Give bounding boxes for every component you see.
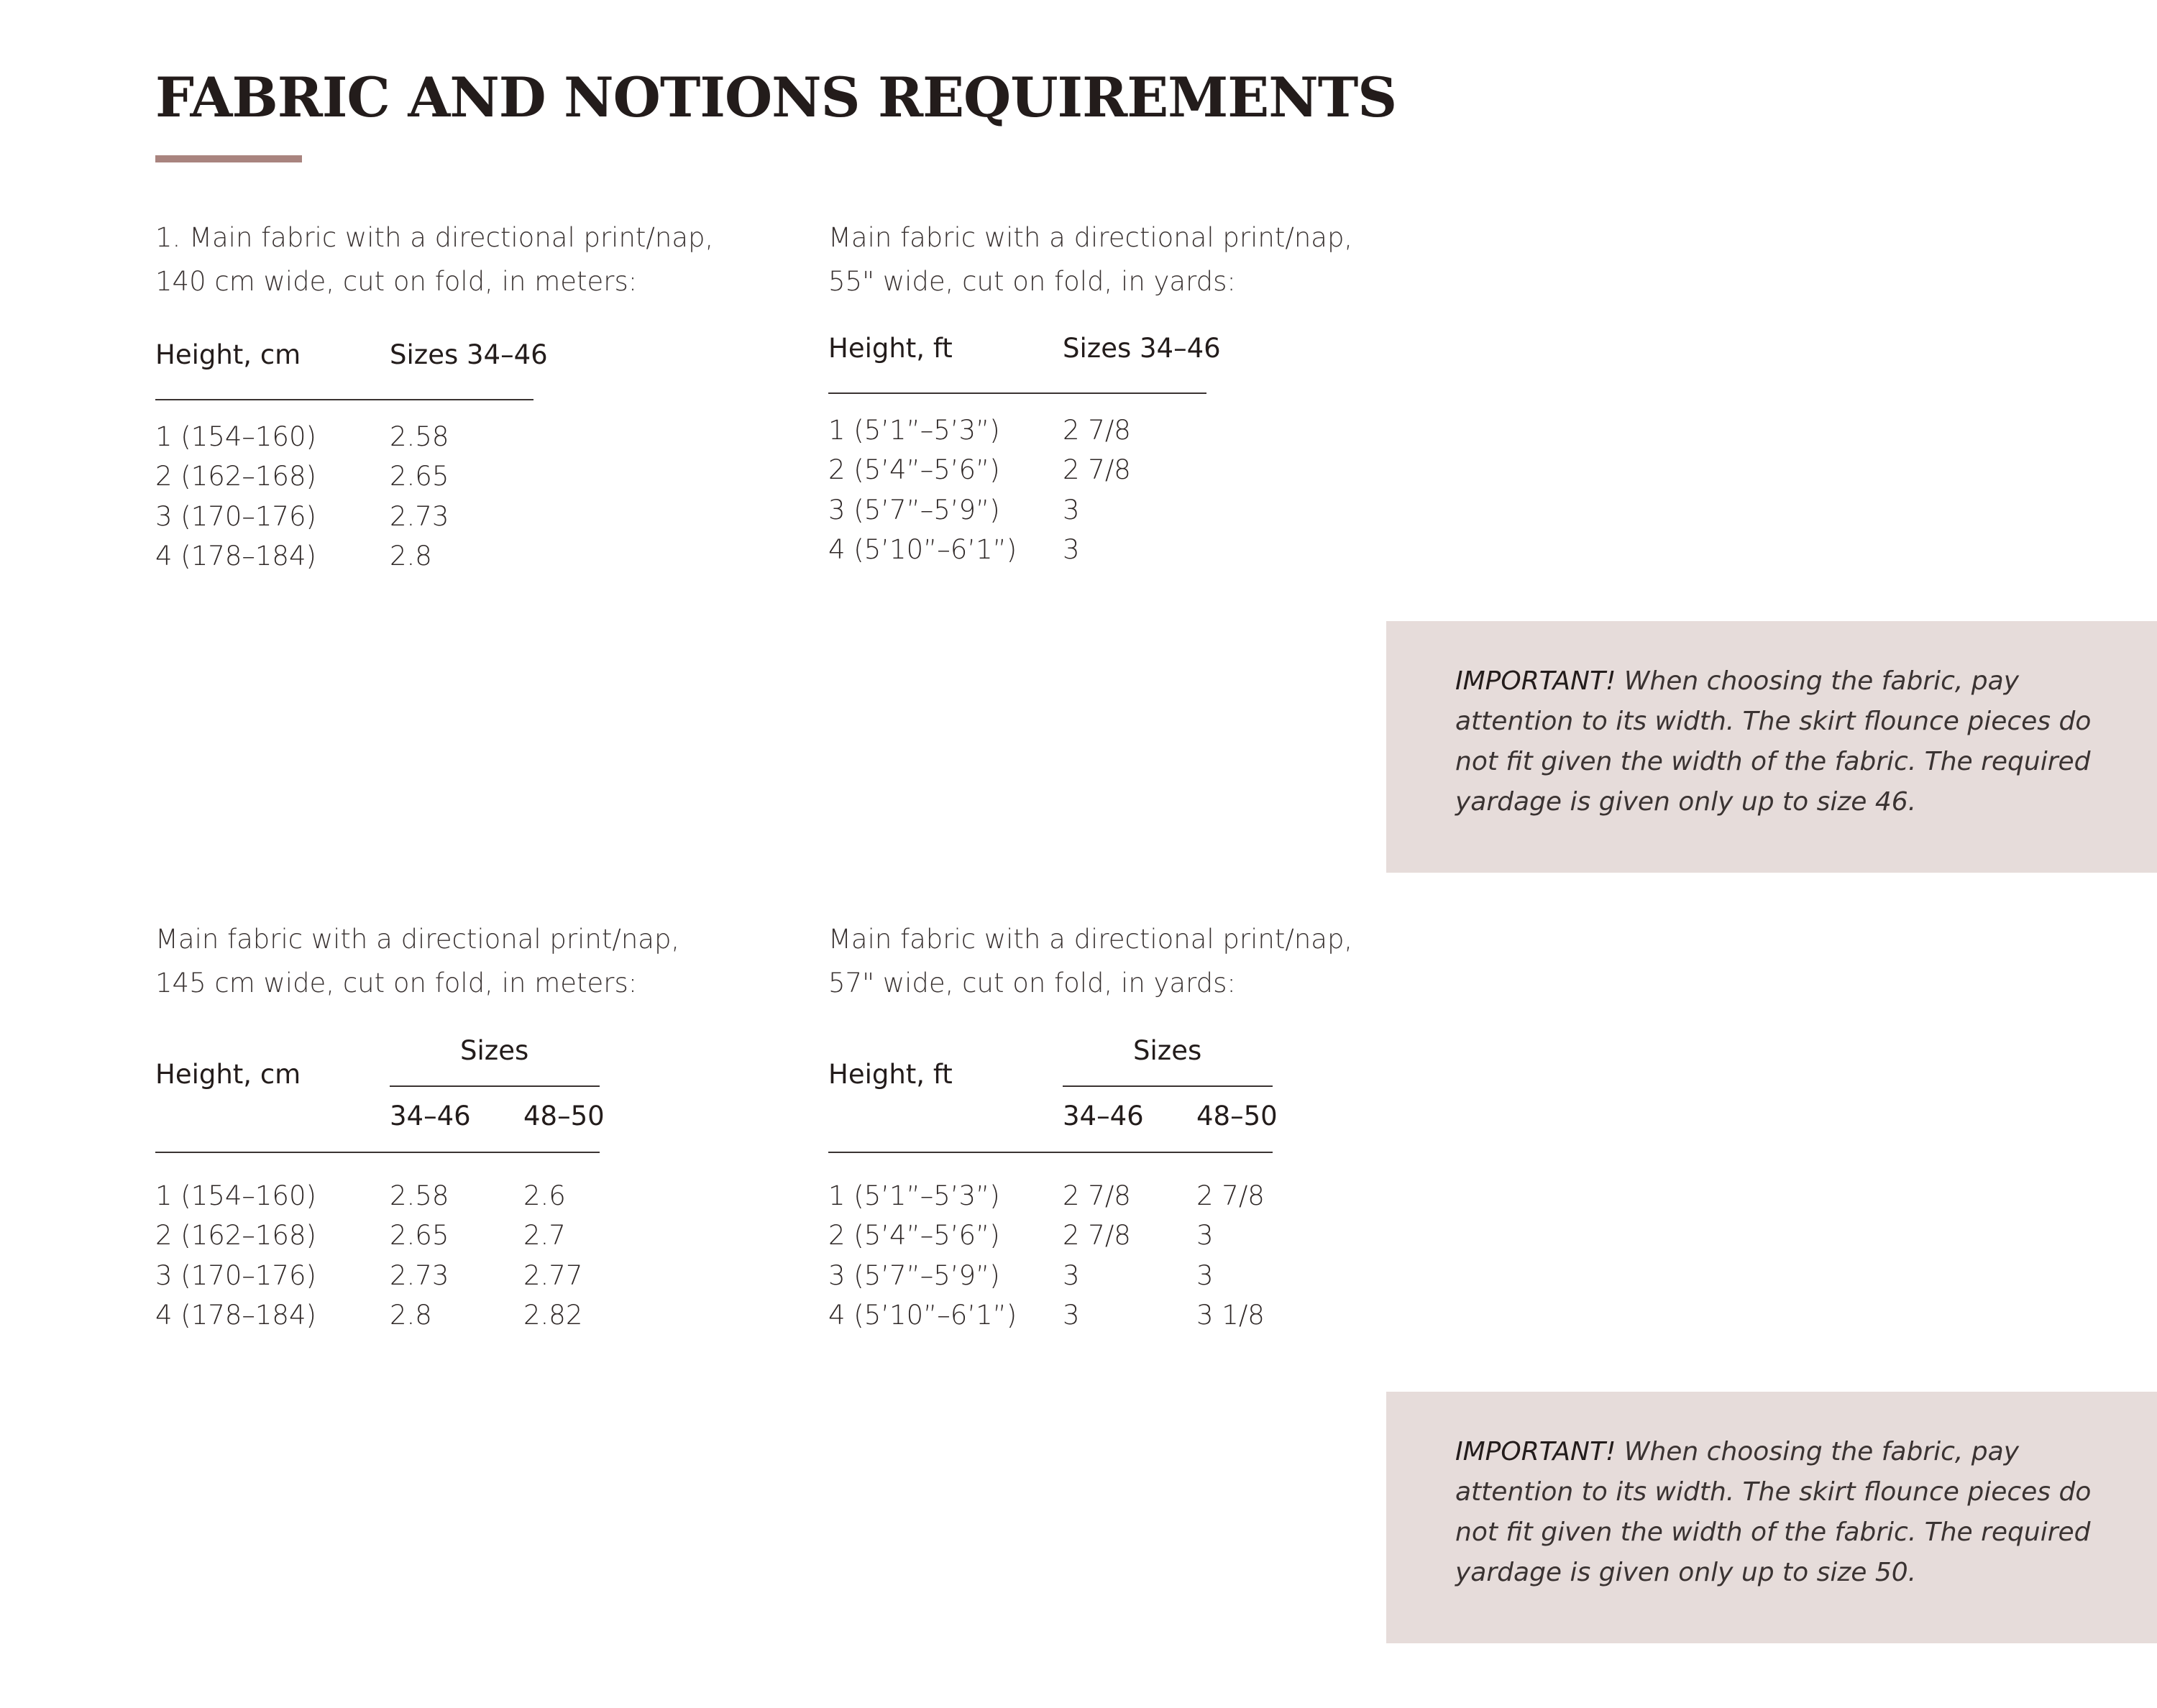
sizes-group-rule (1063, 1085, 1273, 1087)
value-cell: 2.82 (523, 1300, 583, 1331)
height-cell: 3 (170–176) (155, 501, 316, 532)
page-title: FABRIC AND NOTIONS REQUIREMENTS (155, 65, 1397, 129)
value-cell: 2.6 (523, 1180, 566, 1211)
value-cell: 3 1/8 (1196, 1300, 1265, 1331)
table-145cm-meters (155, 917, 702, 1349)
height-column-header: Height, ft (828, 333, 953, 364)
sizes-group-rule (390, 1085, 600, 1087)
intro-line-2: 57" wide, cut on fold, in yards: (828, 968, 1236, 998)
height-cell: 1 (154–160) (155, 421, 316, 452)
size-column-header: 34–46 (390, 1101, 471, 1131)
height-column-header: Height, cm (155, 339, 301, 370)
height-cell: 3 (5’7”–5’9”) (828, 495, 1000, 525)
value-cell: 2.8 (390, 1300, 432, 1331)
size-column-header: 48–50 (523, 1101, 605, 1131)
height-cell: 1 (154–160) (155, 1180, 316, 1211)
table-intro (828, 216, 1375, 303)
sizes-column-header: Sizes 34–46 (390, 339, 548, 370)
value-cell: 3 (1063, 534, 1080, 565)
value-cell: 2 7/8 (1063, 415, 1131, 446)
intro-line-1: Main fabric with a directional print/nap, (155, 924, 680, 955)
note-label: IMPORTANT! (1455, 1437, 1616, 1466)
value-cell: 2 7/8 (1196, 1180, 1265, 1211)
height-cell: 2 (5’4”–5’6”) (828, 454, 1000, 485)
height-cell: 4 (5’10”–6’1”) (828, 1300, 1017, 1331)
height-cell: 1 (5’1”–5’3”) (828, 1180, 1000, 1211)
value-cell: 2.8 (390, 541, 432, 571)
intro-line-1: 1. Main fabric with a directional print/nap, (155, 222, 714, 253)
header-rule (155, 1152, 600, 1153)
sizes-column-header: Sizes 34–46 (1063, 333, 1221, 364)
value-cell: 3 (1063, 1260, 1080, 1291)
value-cell: 2.77 (523, 1260, 583, 1291)
important-note (1386, 1392, 2157, 1643)
note-body: When choosing the fabric, pay attention to its width. The skirt flounce pieces do not fit given the width of the fabric. The required yardage is given only up to size 46. (1455, 666, 2092, 817)
height-cell: 4 (178–184) (155, 1300, 316, 1331)
note-text (1455, 1432, 2102, 1593)
intro-line-1: Main fabric with a directional print/nap, (828, 222, 1353, 253)
value-cell: 3 (1063, 1300, 1080, 1331)
table-intro (155, 917, 702, 1005)
note-body: When choosing the fabric, pay attention to its width. The skirt flounce pieces do not fit given the width of the fabric. The required yardage is given only up to size 50. (1455, 1437, 2092, 1587)
value-cell: 2.65 (390, 1220, 449, 1251)
height-cell: 2 (5’4”–5’6”) (828, 1220, 1000, 1251)
value-cell: 2 7/8 (1063, 1180, 1131, 1211)
intro-line-1: Main fabric with a directional print/nap, (828, 924, 1353, 955)
height-cell: 3 (170–176) (155, 1260, 316, 1291)
height-cell: 4 (5’10”–6’1”) (828, 534, 1017, 565)
value-cell: 2 7/8 (1063, 454, 1131, 485)
height-column-header: Height, ft (828, 1059, 953, 1090)
value-cell: 2.58 (390, 1180, 449, 1211)
note-label: IMPORTANT! (1455, 666, 1616, 696)
value-cell: 2.7 (523, 1220, 566, 1251)
table-140cm-meters (155, 216, 714, 589)
intro-line-2: 55" wide, cut on fold, in yards: (828, 266, 1236, 297)
table-intro (828, 917, 1375, 1005)
height-column-header: Height, cm (155, 1059, 301, 1090)
value-cell: 3 (1196, 1220, 1214, 1251)
header-rule (155, 399, 533, 400)
value-cell: 2.65 (390, 461, 449, 492)
value-cell: 2.73 (390, 1260, 449, 1291)
height-cell: 2 (162–168) (155, 1220, 316, 1251)
height-cell: 2 (162–168) (155, 461, 316, 492)
value-cell: 2.58 (390, 421, 449, 452)
sizes-group-header: Sizes (460, 1035, 529, 1066)
height-cell: 4 (178–184) (155, 541, 316, 571)
height-cell: 3 (5’7”–5’9”) (828, 1260, 1000, 1291)
sizes-group-header: Sizes (1133, 1035, 1202, 1066)
value-cell: 3 (1196, 1260, 1214, 1291)
value-cell: 3 (1063, 495, 1080, 525)
note-text (1455, 661, 2102, 822)
table-55in-yards (828, 216, 1375, 589)
value-cell: 2.73 (390, 501, 449, 532)
important-note (1386, 621, 2157, 873)
table-intro (155, 216, 714, 303)
intro-line-2: 140 cm wide, cut on fold, in meters: (155, 266, 638, 297)
value-cell: 2 7/8 (1063, 1220, 1131, 1251)
table-57in-yards (828, 917, 1375, 1349)
header-rule (828, 1152, 1273, 1153)
intro-line-2: 145 cm wide, cut on fold, in meters: (155, 968, 638, 998)
header-rule (828, 392, 1206, 394)
height-cell: 1 (5’1”–5’3”) (828, 415, 1000, 446)
size-column-header: 48–50 (1196, 1101, 1278, 1131)
size-column-header: 34–46 (1063, 1101, 1144, 1131)
title-accent-rule (155, 155, 302, 162)
